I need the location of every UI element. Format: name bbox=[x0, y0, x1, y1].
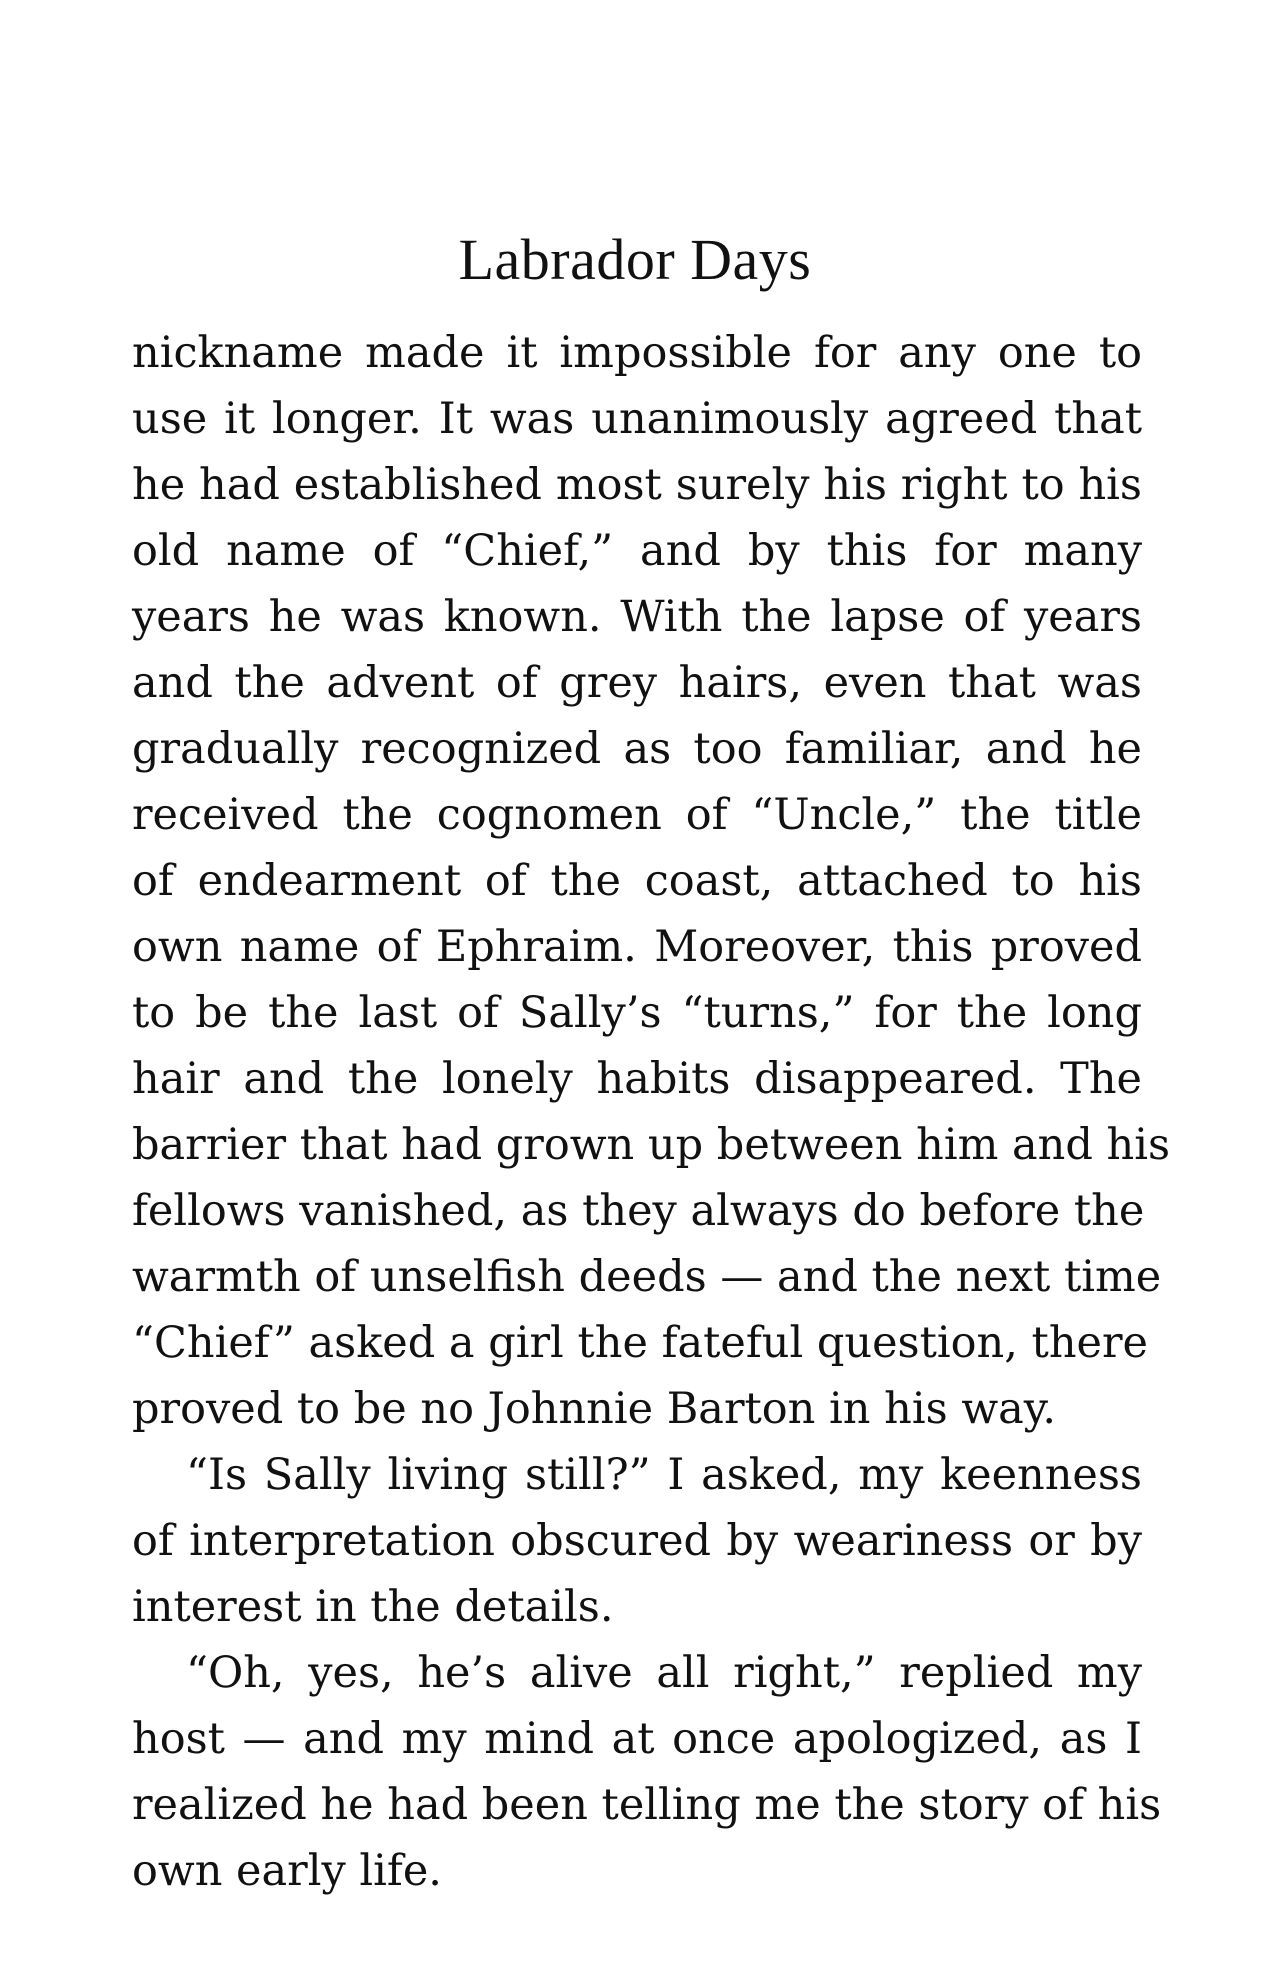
text-line: received the cognomen of “Uncle,” the title bbox=[132, 790, 1142, 840]
text-line: warmth of unselfish deeds — and the next time bbox=[132, 1252, 1162, 1302]
text-line: “Chief” asked a girl the fateful question, there bbox=[132, 1318, 1148, 1368]
text-line: interest in the details. bbox=[132, 1582, 614, 1632]
text-line: realized he had been telling me the story of his bbox=[132, 1780, 1162, 1830]
paragraph bbox=[132, 1640, 1162, 1904]
text-line: gradually recognized as too familiar, and he bbox=[132, 724, 1142, 774]
text-line: and the advent of grey hairs, even that was bbox=[132, 658, 1142, 708]
text-line: years he was known. With the lapse of years bbox=[132, 592, 1142, 642]
text-line: to be the last of Sally’s “turns,” for the long bbox=[132, 988, 1142, 1038]
text-line: own name of Ephraim. Moreover, this proved bbox=[132, 922, 1142, 972]
text-line: old name of “Chief,” and by this for many bbox=[132, 526, 1142, 576]
text-line: hair and the lonely habits disappeared. The bbox=[132, 1054, 1142, 1104]
text-line: “Oh, yes, he’s alive all right,” replied my bbox=[186, 1648, 1142, 1698]
body-text bbox=[132, 320, 1171, 1904]
text-line: host — and my mind at once apologized, as I bbox=[132, 1714, 1142, 1764]
text-line: of endearment of the coast, attached to his bbox=[132, 856, 1142, 906]
text-line: use it longer. It was unanimously agreed that bbox=[132, 394, 1142, 444]
text-line: he had established most surely his right to his bbox=[132, 460, 1142, 510]
text-line: nickname made it impossible for any one to bbox=[132, 328, 1142, 378]
text-line: own early life. bbox=[132, 1846, 442, 1896]
text-line: barrier that had grown up between him and his bbox=[132, 1120, 1171, 1170]
paragraph bbox=[132, 320, 1171, 1442]
text-line: fellows vanished, as they always do before the bbox=[132, 1186, 1145, 1236]
text-line: of interpretation obscured by weariness or by bbox=[132, 1516, 1142, 1566]
text-line: proved to be no Johnnie Barton in his way. bbox=[132, 1384, 1057, 1434]
text-line: “Is Sally living still?” I asked, my keenness bbox=[186, 1450, 1142, 1500]
running-head: Labrador Days bbox=[458, 227, 812, 292]
paragraph bbox=[132, 1442, 1142, 1640]
